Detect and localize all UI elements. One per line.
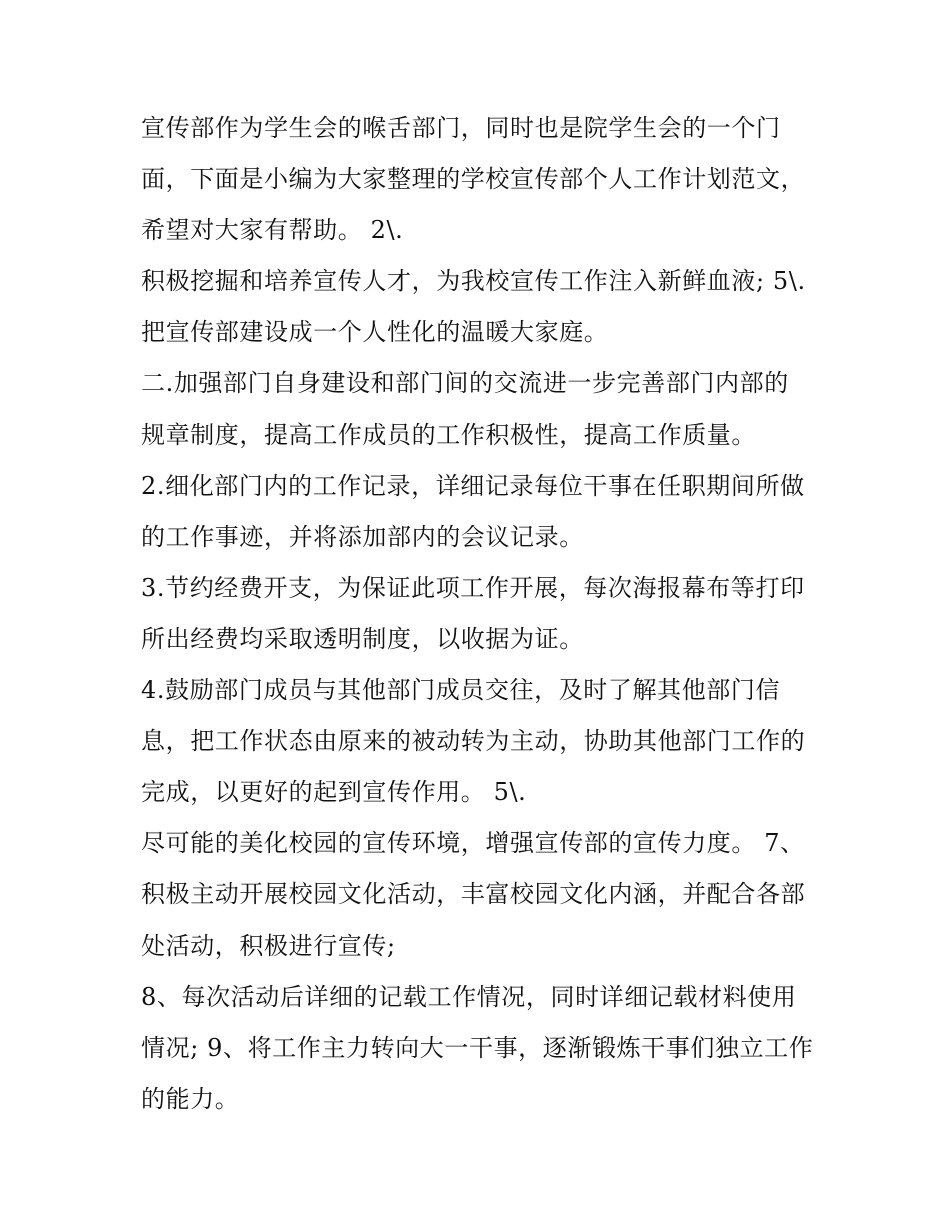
- text-line: 3.节约经费开支，为保证此项工作开展，每次海报幕布等打印: [141, 573, 805, 602]
- text-line: 的能力。: [141, 1084, 240, 1113]
- text-line: 8、每次活动后详细的记载工作情况，同时详细记载材料使用: [141, 982, 797, 1011]
- text-line: 把宣传部建设成一个人性化的温暖大家庭。: [141, 318, 609, 347]
- text-line: 处活动，积极进行宣传;: [141, 931, 396, 960]
- document-body: [141, 103, 821, 1125]
- text-line: 积极挖掘和培养宣传人才，为我校宣传工作注入新鲜血液; 5\.: [141, 267, 806, 296]
- text-line: 所出经费均采取透明制度，以收据为证。: [141, 624, 584, 653]
- text-line: 二.加强部门自身建设和部门间的交流进一步完善部门内部的: [141, 369, 789, 398]
- text-line: 宣传部作为学生会的喉舌部门，同时也是院学生会的一个门: [141, 114, 781, 142]
- text-line: 息，把工作状态由原来的被动转为主动，协助其他部门工作的: [141, 727, 806, 756]
- text-line: 尽可能的美化校园的宣传环境，增强宣传部的宣传力度。 7、: [141, 829, 805, 858]
- text-line: 4.鼓励部门成员与其他部门成员交往，及时了解其他部门信: [141, 676, 781, 705]
- text-line: 2.细化部门内的工作记录，详细记录每位干事在任职期间所做: [141, 471, 805, 500]
- text-line: 希望对大家有帮助。 2\.: [141, 216, 404, 245]
- text-line: 面，下面是小编为大家整理的学校宣传部个人工作计划范文，: [141, 165, 806, 194]
- text-line: 规章制度，提高工作成员的工作积极性，提高工作质量。: [141, 420, 756, 449]
- text-line: 完成，以更好的起到宣传作用。 5\.: [141, 778, 527, 807]
- text-line: 积极主动开展校园文化活动，丰富校园文化内涵，并配合各部: [141, 880, 806, 909]
- text-line: 情况; 9、将工作主力转向大一干事，逐渐锻炼干事们独立工作: [141, 1033, 814, 1062]
- text-line: 的工作事迹，并将添加部内的会议记录。: [141, 522, 584, 551]
